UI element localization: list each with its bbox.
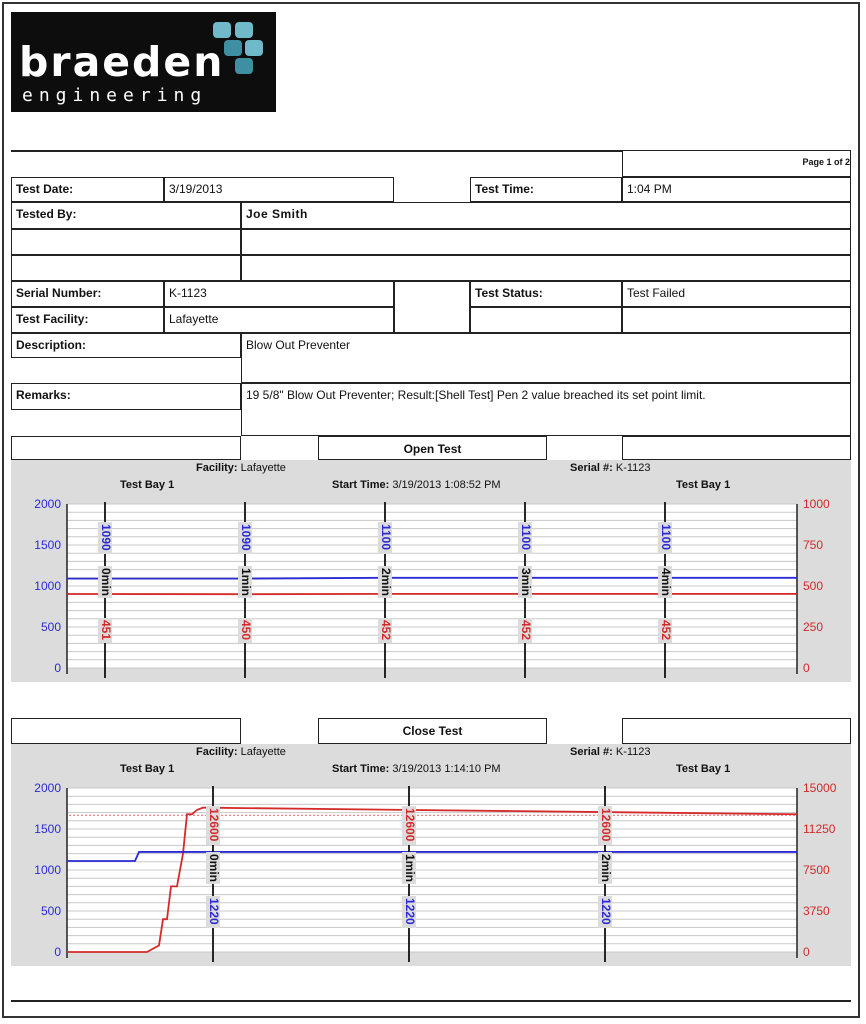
blank-cell [622, 307, 851, 333]
value-label-blue: 1220 [402, 898, 417, 925]
open-serial: Serial #: K-1123 [570, 462, 651, 474]
test-time-label: Test Time: [470, 177, 622, 202]
value-label-red: 450 [238, 620, 253, 641]
test-facility-label: Test Facility: [11, 307, 164, 333]
value-label-red: 12600 [598, 808, 613, 842]
time-marker-label: 2min [378, 568, 393, 597]
close-facility: Facility: Lafayette [196, 746, 286, 758]
close-start-time: Start Time: 3/19/2013 1:14:10 PM [332, 763, 501, 775]
y-left-tick-label: 500 [40, 904, 61, 918]
close-test-bay-right: Test Bay 1 [676, 763, 731, 775]
value-label-blue: 1100 [658, 524, 673, 551]
close-serial: Serial #: K-1123 [570, 746, 651, 758]
test-time-value: 1:04 PM [622, 177, 851, 202]
value-label-red: 452 [378, 620, 393, 641]
time-marker-label: 1min [238, 568, 253, 597]
y-right-tick-label: 1000 [803, 497, 830, 511]
page-number: Page 1 of 2 [802, 157, 850, 167]
tested-by-label: Tested By: [11, 202, 241, 229]
blank-cell [241, 255, 851, 281]
value-label-blue: 1090 [238, 524, 253, 551]
open-facility: Facility: Lafayette [196, 462, 286, 474]
value-label-red: 452 [658, 620, 673, 641]
value-label-blue: 1100 [518, 524, 533, 551]
value-label-blue: 1220 [206, 898, 221, 925]
open-test-bay-right: Test Bay 1 [676, 479, 731, 491]
value-label-blue: 1100 [378, 524, 393, 551]
tested-by-value: Joe Smith [241, 202, 851, 229]
open-test-title: Open Test [318, 436, 547, 460]
close-test-chart [11, 778, 851, 966]
close-test-bay-left: Test Bay 1 [120, 763, 175, 775]
y-left-tick-label: 0 [54, 945, 61, 959]
blank-cell [11, 255, 241, 281]
y-left-tick-label: 0 [54, 661, 61, 675]
open-test-chart [11, 494, 851, 682]
value-label-red: 12600 [206, 808, 221, 842]
y-right-tick-label: 250 [803, 620, 824, 634]
y-right-tick-label: 15000 [803, 781, 837, 795]
blank-cell [470, 307, 622, 333]
value-label-blue: 1220 [598, 898, 613, 925]
blank-cell [11, 718, 241, 744]
y-right-tick-label: 0 [803, 945, 810, 959]
description-value: Blow Out Preventer [241, 333, 851, 383]
logo-wordmark: braeden [19, 38, 225, 86]
time-marker-label: 0min [98, 568, 113, 597]
company-logo [11, 12, 276, 112]
footer-rule [11, 1000, 851, 1002]
remarks-label: Remarks: [11, 383, 241, 410]
test-status-value: Test Failed [622, 281, 851, 307]
y-left-tick-label: 1500 [34, 822, 61, 836]
y-left-tick-label: 2000 [34, 781, 61, 795]
blank-cell [622, 436, 851, 460]
y-left-tick-label: 1500 [34, 538, 61, 552]
open-start-time: Start Time: 3/19/2013 1:08:52 PM [332, 479, 501, 491]
value-label-red: 452 [518, 620, 533, 641]
y-right-tick-label: 0 [803, 661, 810, 675]
close-test-title: Close Test [318, 718, 547, 744]
y-left-tick-label: 2000 [34, 497, 61, 511]
y-right-tick-label: 3750 [803, 904, 830, 918]
y-right-tick-label: 7500 [803, 863, 830, 877]
blank-cell [11, 436, 241, 460]
value-label-blue: 1090 [98, 524, 113, 551]
y-right-tick-label: 500 [803, 579, 824, 593]
y-left-tick-label: 1000 [34, 863, 61, 877]
test-date-value: 3/19/2013 [164, 177, 394, 202]
time-marker-label: 3min [518, 568, 533, 597]
time-marker-label: 2min [598, 854, 613, 883]
time-marker-label: 0min [206, 854, 221, 883]
blank-cell [241, 229, 851, 255]
test-facility-value: Lafayette [164, 307, 394, 333]
y-left-tick-label: 1000 [34, 579, 61, 593]
test-date-label: Test Date: [11, 177, 164, 202]
series-line-blue [67, 578, 797, 579]
serial-number-value: K-1123 [164, 281, 394, 307]
value-label-red: 451 [98, 620, 113, 641]
serial-number-label: Serial Number: [11, 281, 164, 307]
blank-cell [622, 718, 851, 744]
y-right-tick-label: 750 [803, 538, 824, 552]
value-label-red: 12600 [402, 808, 417, 842]
test-status-label: Test Status: [470, 281, 622, 307]
y-left-tick-label: 500 [40, 620, 61, 634]
time-marker-label: 1min [402, 854, 417, 883]
description-label: Description: [11, 333, 241, 358]
remarks-value: 19 5/8" Blow Out Preventer; Result:[Shell Test] Pen 2 value breached its set point limit. [241, 383, 851, 436]
logo-subtitle: engineering [22, 85, 208, 106]
blank-cell [11, 229, 241, 255]
open-test-bay-left: Test Bay 1 [120, 479, 175, 491]
time-marker-label: 4min [658, 568, 673, 597]
y-right-tick-label: 11250 [803, 822, 836, 836]
blank-cell [394, 281, 470, 333]
